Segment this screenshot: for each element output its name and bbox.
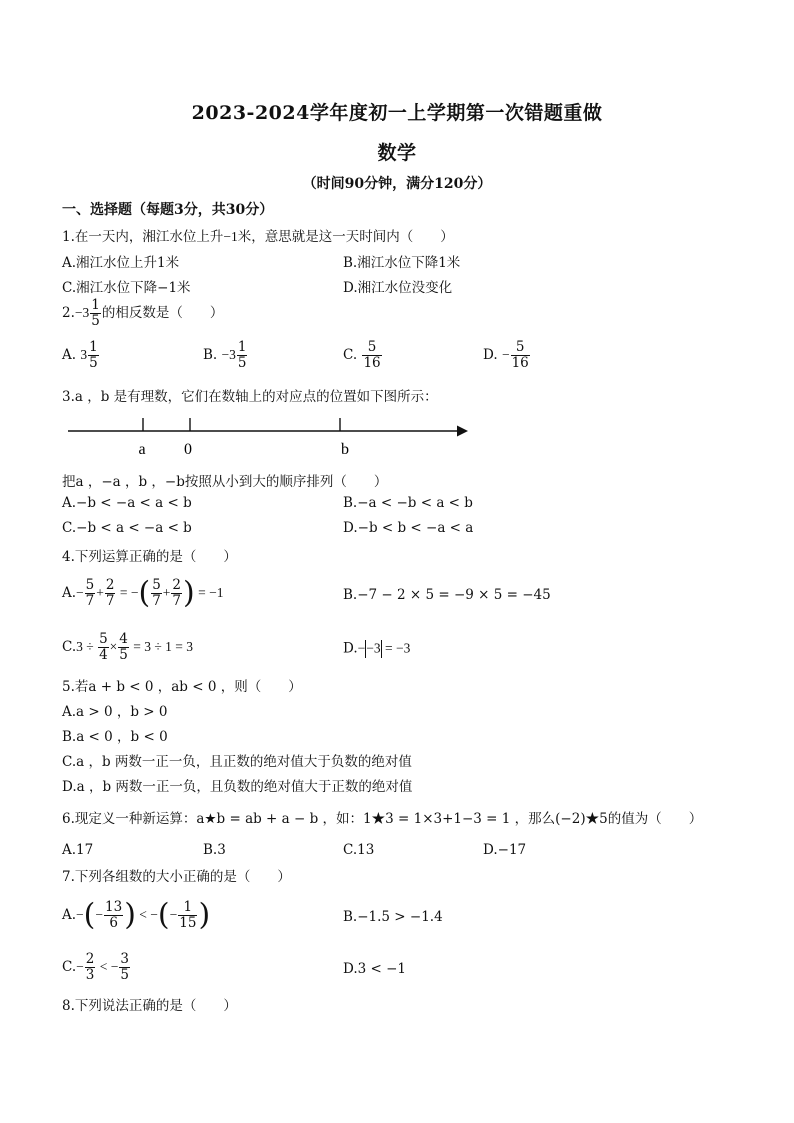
question-3-stem: 3.a ，b 是有理数，它们在数轴上的对应点的位置如下图所示： bbox=[62, 389, 438, 405]
question-2-option-a[interactable] bbox=[62, 340, 100, 371]
q1-stem-b: 米，意思就是这一天时间内（ ） bbox=[237, 229, 454, 245]
q2-d-label: D. bbox=[483, 347, 498, 363]
label-a: a bbox=[138, 441, 146, 458]
q2-d-num: 5 bbox=[511, 340, 530, 356]
question-3-option-d[interactable]: D.−b < b < −a < a bbox=[343, 520, 474, 536]
q2-prefix: 2. bbox=[62, 305, 75, 321]
question-5-option-c[interactable]: C.a ，b 两数一正一负，且正数的绝对值大于负数的绝对值 bbox=[62, 754, 412, 770]
q4-d-label: D. bbox=[343, 640, 358, 657]
number-line-arrow bbox=[457, 426, 468, 437]
q4-a-label: A. bbox=[62, 585, 77, 601]
q2-b-fraction bbox=[237, 340, 248, 371]
subject-title: 数学 bbox=[377, 142, 417, 164]
question-7-stem: 7.下列各组数的大小正确的是（ ） bbox=[62, 869, 291, 885]
question-6-option-d[interactable]: D.−17 bbox=[483, 842, 527, 858]
label-0: 0 bbox=[184, 441, 192, 458]
question-6-option-b[interactable]: B.3 bbox=[203, 842, 226, 858]
q2-a-whole: 3 bbox=[80, 347, 88, 362]
q2-c-label: C. bbox=[343, 347, 358, 363]
question-2-stem bbox=[62, 298, 223, 329]
question-4-option-b[interactable]: B.−7 − 2 × 5 = −9 × 5 = −45 bbox=[343, 587, 551, 603]
q1-stem-value: −1 bbox=[223, 229, 238, 244]
q2-b-whole: −3 bbox=[221, 347, 236, 362]
question-1-option-a[interactable]: A.湘江水位上升1米 bbox=[62, 255, 180, 271]
exam-info: （时间90分钟，满分120分） bbox=[302, 176, 492, 192]
question-7-option-b[interactable]: B.−1.5 > −1.4 bbox=[343, 909, 443, 925]
question-2-option-c[interactable] bbox=[343, 340, 383, 371]
q2-b-den: 5 bbox=[237, 355, 247, 371]
q7-c-label: C. bbox=[62, 959, 77, 975]
question-3-option-b[interactable]: B.−a < −b < a < b bbox=[343, 495, 473, 511]
question-7-option-c[interactable]: C.− $\frac{2}{3}$ < − $\frac{3}{5}$ bbox=[62, 951, 129, 983]
question-4-option-d[interactable]: D.−−3 = −3 bbox=[343, 640, 411, 657]
question-2-option-b[interactable] bbox=[203, 340, 248, 371]
question-3-option-c[interactable]: C.−b < a < −a < b bbox=[62, 520, 192, 536]
question-5-option-b[interactable]: B.a < 0 ，b < 0 bbox=[62, 729, 168, 745]
question-1-option-c[interactable]: C.湘江水位下降−1米 bbox=[62, 280, 191, 296]
question-5-option-a[interactable]: A.a > 0 ，b > 0 bbox=[62, 704, 168, 720]
q2-a-fraction bbox=[88, 340, 99, 371]
question-6-stem: 6.现定义一种新运算：a★b = ab + a − b ，如：1★3 = 1×3+1−3 = 1 ，那么(−2)★5的值为（ ） bbox=[62, 811, 703, 827]
q2-suffix: 的相反数是（ ） bbox=[101, 305, 224, 321]
q2-b-num: 1 bbox=[237, 339, 247, 355]
q2-d-fraction bbox=[511, 340, 530, 371]
question-8-stem: 8.下列说法正确的是（ ） bbox=[62, 998, 237, 1014]
section-heading: 一、选择题（每题3分，共30分） bbox=[62, 202, 274, 218]
q2-c-fraction bbox=[362, 340, 381, 371]
q2-c-num: 5 bbox=[362, 340, 381, 356]
q2-d-den: 16 bbox=[511, 355, 529, 371]
question-5-option-d[interactable]: D.a ，b 两数一正一负，且负数的绝对值大于正数的绝对值 bbox=[62, 779, 413, 795]
q7-a-label: A. bbox=[62, 907, 77, 923]
question-3-option-a[interactable]: A.−b < −a < a < b bbox=[62, 495, 192, 511]
q2-a-den: 5 bbox=[89, 355, 98, 371]
q2-a-num: 1 bbox=[89, 339, 98, 355]
q2-whole: −3 bbox=[74, 305, 90, 320]
q2-num: 1 bbox=[91, 297, 100, 313]
question-3-stem-2: 把a ，−a ，b ，−b按照从小到大的顺序排列（ ） bbox=[62, 474, 388, 490]
label-b: b bbox=[341, 441, 349, 458]
question-7-option-d[interactable]: D.3 < −1 bbox=[343, 961, 407, 977]
question-7-option-a[interactable]: A.−(− $\frac{13}{6}$ ) < −(− $\frac{1}{15}$ ) bbox=[62, 897, 211, 933]
question-4-option-c[interactable]: C.3 ÷ $\frac{5}{4}$ × $\frac{4}{5}$ = 3 ÷ 1 = 3 bbox=[62, 631, 194, 663]
q2-b-label: B. bbox=[203, 347, 218, 363]
question-1-option-d[interactable]: D.湘江水位没变化 bbox=[343, 280, 453, 296]
q4-c-label: C. bbox=[62, 639, 77, 655]
question-6-option-c[interactable]: C.13 bbox=[343, 842, 375, 858]
question-4-option-a[interactable]: A.− $\frac{5}{7}$ + $\frac{2}{7}$ = −( $\frac{5}{7}$ + $\frac{2}{7}$ ) = −1 bbox=[62, 575, 224, 611]
question-2-option-d[interactable] bbox=[483, 340, 531, 371]
q2-den: 5 bbox=[91, 313, 100, 329]
question-1-option-b[interactable]: B.湘江水位下降1米 bbox=[343, 255, 461, 271]
q2-d-sign: − bbox=[501, 347, 510, 362]
q2-fraction bbox=[90, 298, 101, 329]
q1-stem-a: 1.在一天内，湘江水位上升 bbox=[62, 229, 224, 245]
question-4-stem: 4.下列运算正确的是（ ） bbox=[62, 549, 237, 565]
question-6-option-a[interactable]: A.17 bbox=[62, 842, 94, 858]
question-1-stem bbox=[62, 225, 454, 245]
number-line bbox=[60, 410, 480, 462]
q2-c-den: 16 bbox=[363, 355, 381, 371]
question-5-stem: 5.若a + b < 0 ，ab < 0 ，则（ ） bbox=[62, 679, 302, 695]
page-title: 2023-2024学年度初一上学期第一次错题重做 bbox=[191, 102, 603, 124]
q2-a-label: A. bbox=[62, 347, 77, 363]
